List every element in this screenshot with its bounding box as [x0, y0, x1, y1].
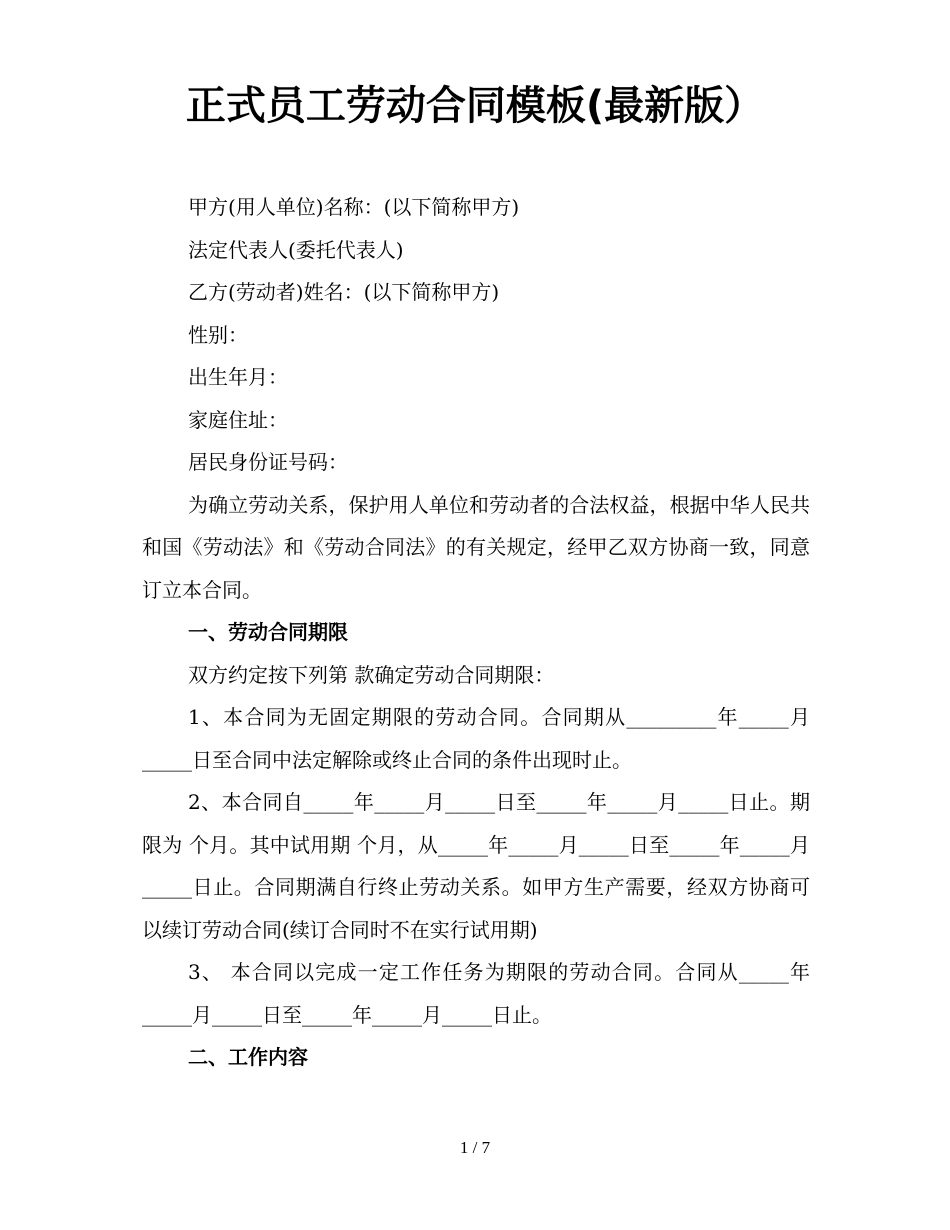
document-title: 正式员工劳动合同模板(最新版）: [185, 83, 765, 129]
section-heading-contract-term: 一、劳动合同期限: [188, 620, 348, 644]
document-body: [142, 186, 810, 1079]
id-number-field: 居民身份证号码：: [188, 450, 348, 474]
party-a-field: 甲方(用人单位)名称：(以下简称甲方): [188, 195, 520, 219]
party-b-field: 乙方(劳动者)姓名：(以下简称甲方): [188, 280, 500, 304]
contract-term-item-1: 1、本合同为无固定期限的劳动合同。合同期从_________年_____月_____日至合同中法定解除或终止合同的条件出现时止。: [142, 705, 810, 772]
intro-paragraph: 为确立劳动关系，保护用人单位和劳动者的合法权益，根据中华人民共和国《劳动法》和《劳动合同法》的有关规定，经甲乙双方协商一致，同意订立本合同。: [142, 492, 810, 602]
contract-term-item-2: 2、本合同自_____年_____月_____日至_____年_____月_____日止。期限为 个月。其中试用期 个月，从_____年_____月_____日至_____年_____月_____日止。合同期满自行终止劳动关系。如甲方生产需要，经双方协商可以续订劳动合同(续订合同时不在实行试用期): [142, 790, 810, 942]
section-heading-job-content: 二、工作内容: [188, 1045, 308, 1069]
page-number: 1 / 7: [459, 1138, 491, 1157]
gender-field: 性别：: [188, 322, 248, 347]
contract-term-lead: 双方约定按下列第 款确定劳动合同期限：: [188, 662, 555, 687]
legal-representative-field: 法定代表人(委托代表人): [188, 237, 404, 262]
home-address-field: 家庭住址：: [188, 407, 288, 432]
birth-date-field: 出生年月：: [188, 365, 288, 389]
contract-term-item-3: 3、 本合同以完成一定工作任务为期限的劳动合同。合同从_____年_____月_____日至_____年_____月_____日止。: [142, 960, 810, 1027]
